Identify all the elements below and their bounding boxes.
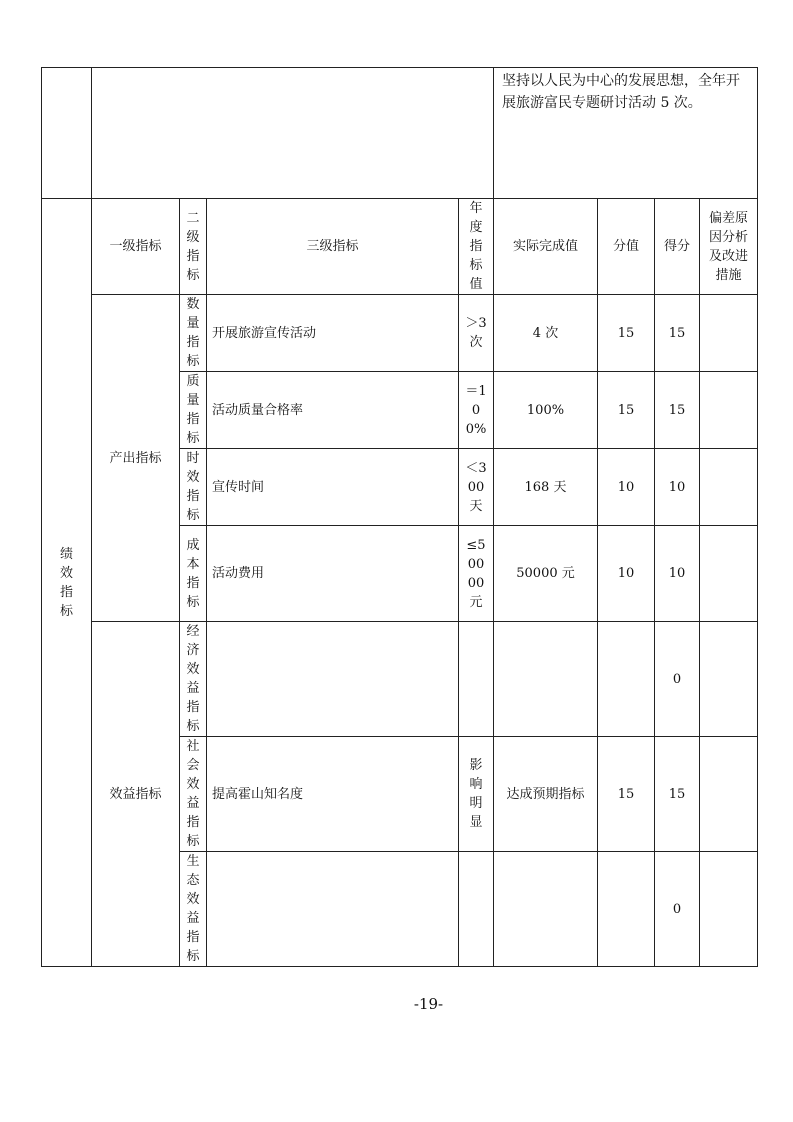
score-got: 0 [655, 852, 700, 967]
l2-cell [180, 852, 207, 967]
header-level1: 一级指标 [92, 199, 180, 295]
actual-value [494, 852, 598, 967]
l2-cell [180, 449, 207, 526]
target-value: ≤50000元 [466, 537, 486, 610]
deviation-note [700, 449, 758, 526]
actual-value: 达成预期指标 [494, 737, 598, 852]
score-value: 15 [598, 372, 655, 449]
header-score-got: 得分 [655, 199, 700, 295]
l2-cell [180, 372, 207, 449]
actual-value: 4 次 [494, 295, 598, 372]
score-got: 15 [655, 295, 700, 372]
l3-label [207, 852, 459, 967]
header-row [42, 199, 758, 295]
table-row [42, 295, 758, 372]
l3-label: 提高霍山知名度 [207, 737, 459, 852]
target-cell [459, 295, 494, 372]
deviation-note [700, 295, 758, 372]
actual-value [494, 622, 598, 737]
group-label: 产出指标 [92, 295, 180, 622]
l3-label [207, 622, 459, 737]
header-level2: 二级指标 [186, 210, 200, 283]
l2-cell [180, 295, 207, 372]
header-level2-cell [180, 199, 207, 295]
score-value [598, 622, 655, 737]
score-got: 0 [655, 622, 700, 737]
target-value: ＝100% [465, 383, 487, 437]
l2-cell [180, 526, 207, 622]
performance-table [41, 67, 758, 967]
score-value: 15 [598, 295, 655, 372]
l2-label: 经济效益指标 [186, 624, 200, 734]
l3-label: 活动费用 [207, 526, 459, 622]
l2-cell [180, 737, 207, 852]
score-value: 10 [598, 449, 655, 526]
section-label: 绩效指标 [59, 546, 73, 619]
l2-label: 数量指标 [186, 297, 200, 369]
deviation-note [700, 622, 758, 737]
table-row [42, 622, 758, 737]
score-got: 15 [655, 372, 700, 449]
section-label-cell [42, 199, 92, 967]
score-got: 10 [655, 526, 700, 622]
l2-label: 成本指标 [186, 537, 200, 610]
target-cell [459, 852, 494, 967]
actual-value: 100% [494, 372, 598, 449]
deviation-note [700, 852, 758, 967]
score-got: 15 [655, 737, 700, 852]
target-value: ＜300天 [465, 460, 487, 514]
continuation-label-cell [42, 68, 92, 199]
score-got: 10 [655, 449, 700, 526]
header-deviation: 偏差原因分析及改进措施 [708, 210, 748, 283]
target-cell [459, 622, 494, 737]
l2-cell [180, 622, 207, 737]
actual-value: 168 天 [494, 449, 598, 526]
deviation-note [700, 372, 758, 449]
header-level3: 三级指标 [207, 199, 459, 295]
continuation-text: 坚持以人民为中心的发展思想，全年开展旅游富民专题研讨活动 5 次。 [494, 68, 758, 199]
l2-label: 生态效益指标 [186, 854, 200, 964]
deviation-note [700, 737, 758, 852]
l2-label: 质量指标 [186, 374, 200, 446]
l2-label: 社会效益指标 [186, 739, 200, 849]
score-value: 10 [598, 526, 655, 622]
score-value: 15 [598, 737, 655, 852]
continuation-empty-cell [92, 68, 494, 199]
group-label: 效益指标 [92, 622, 180, 967]
deviation-note [700, 526, 758, 622]
target-cell [459, 526, 494, 622]
target-cell [459, 372, 494, 449]
header-actual: 实际完成值 [494, 199, 598, 295]
target-cell [459, 449, 494, 526]
header-annual-target: 年度指标值 [469, 201, 483, 292]
continuation-row [42, 68, 758, 199]
l3-label: 开展旅游宣传活动 [207, 295, 459, 372]
l3-label: 宣传时间 [207, 449, 459, 526]
actual-value: 50000 元 [494, 526, 598, 622]
l3-label: 活动质量合格率 [207, 372, 459, 449]
header-target-cell [459, 199, 494, 295]
target-value: 影响明显 [469, 758, 483, 830]
target-value: ＞3次 [465, 316, 487, 350]
page-number: -19- [413, 995, 444, 1013]
l2-label: 时效指标 [186, 451, 200, 523]
header-deviation-cell [700, 199, 758, 295]
target-cell [459, 737, 494, 852]
score-value [598, 852, 655, 967]
header-score-value: 分值 [598, 199, 655, 295]
